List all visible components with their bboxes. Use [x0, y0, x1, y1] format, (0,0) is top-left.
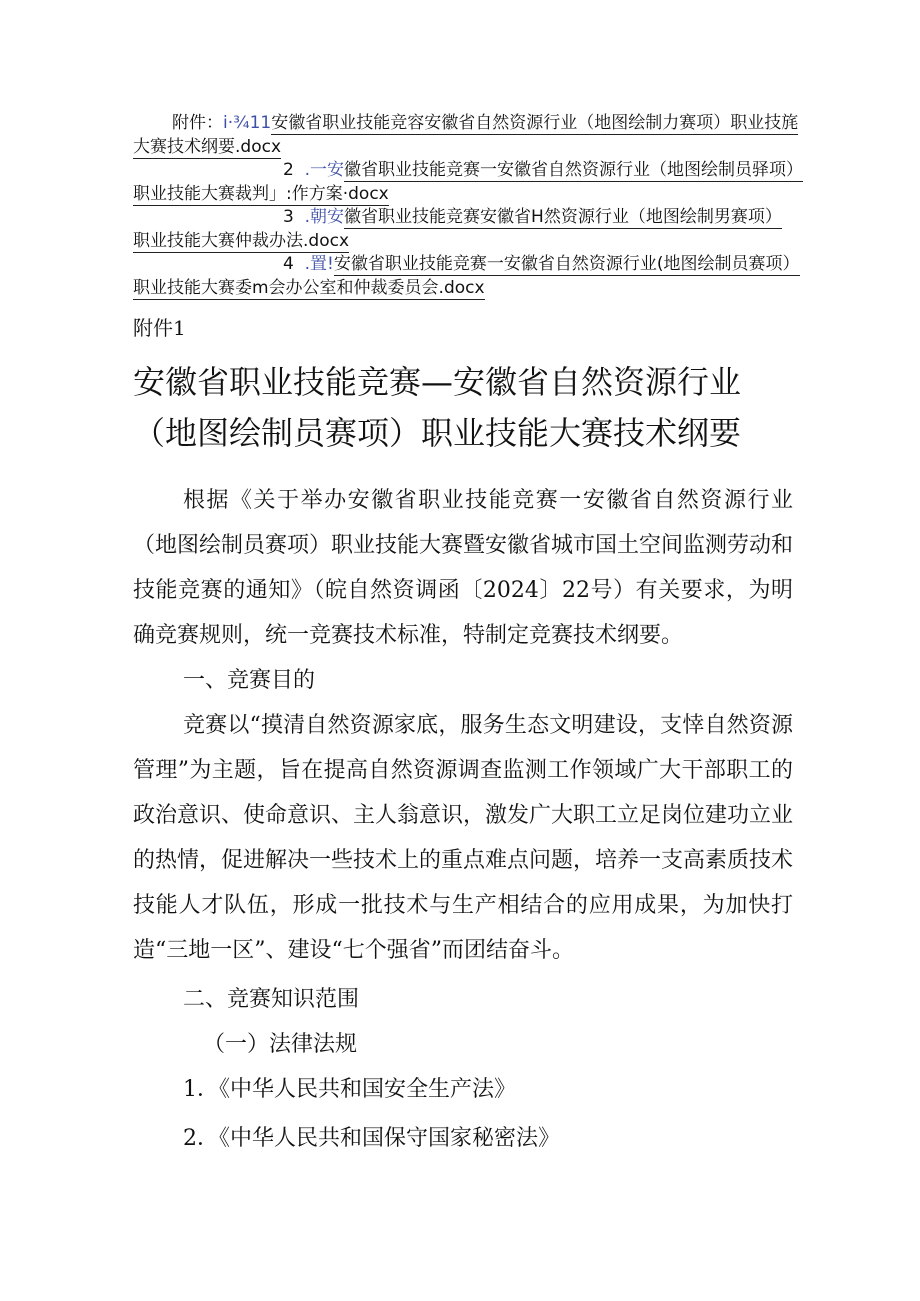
attachment-number: i·¾11 [223, 113, 272, 133]
attachment-mark: .一安 [304, 160, 345, 180]
intro-paragraph: 根据《关于举办安徽省职业技能竞赛一安徽省自然资源行业（地图绘制员赛项）职业技能大赛暨安徽省城市国土空间监测劳动和技能竞赛的通知》（皖自然资调函〔2024〕22号）有关要求，为明确竞赛规则，统一竞赛技术标准，特制定竞赛技术纲要。 [133, 488, 794, 648]
attachment-link[interactable]: 职业技能大赛仲裁办法.docx [133, 231, 350, 251]
annex-label: 附件1 [133, 316, 186, 340]
attachment-item-4[interactable] [283, 252, 800, 276]
attachment-item-3[interactable] [283, 205, 782, 229]
attachment-mark: .置! [304, 254, 334, 274]
attachment-link[interactable]: 徽省职业技能竞赛安徽省H然资源行业（地图绘制男赛项） [344, 207, 782, 227]
section-heading-purpose: 一、竞赛目的 [183, 668, 316, 693]
attachment-mark: .朝安 [304, 207, 345, 227]
attachment-number: 4 [283, 254, 294, 274]
attachment-item-2-cont[interactable] [133, 182, 389, 206]
subsection-heading-laws: （一）法律法规 [203, 1032, 358, 1057]
attachment-number: 2 [283, 160, 294, 180]
document-title-line-2: （地图绘制员赛项）职业技能大赛技术纲要 [133, 414, 742, 452]
section-heading-scope: 二、竞赛知识范围 [183, 987, 360, 1012]
attachment-item-4-cont[interactable] [133, 276, 485, 300]
attachment-link[interactable]: 徽省职业技能竞赛一安徽省自然资源行业（地图绘制员驿项） [344, 160, 804, 180]
attachment-link[interactable]: 安徽省职业技能竞容安徽省自然资源行业（地图绘制力赛项）职业技旄 [271, 113, 799, 133]
attachment-link[interactable]: 职业技能大赛委m会办公室和仲裁委员会.docx [133, 278, 485, 298]
attachment-item-1-cont[interactable] [133, 135, 281, 159]
attachment-item-1[interactable] [172, 111, 798, 135]
purpose-paragraph: 竞赛以“摸清自然资源家底，服务生态文明建设，支悻自然资源管理”为主题，旨在提高自然资源调查监测工作领域广大干部职工的政治意识、使命意识、主人翁意识，激发广大职工立足岗位建功立业的热情，促进解决一些技术上的重点难点问题，培养一支高素质技术技能人才队伍，形成一批技术与生产相结合的应用成果，为加快打造“三地一区”、建设“七个强省”而团结奋斗。 [133, 713, 794, 963]
attachment-number: 3 [283, 207, 294, 227]
attachment-link[interactable]: 职业技能大赛裁判」:作方案·docx [133, 184, 389, 204]
attachment-link[interactable]: 安徽省职业技能竞赛一安徽省自然资源行业(地图绘制员赛项） [333, 254, 800, 274]
law-item-2: 2．《中华人民共和国保守国家秘密法》 [183, 1126, 560, 1151]
law-item-1: 1．《中华人民共和国安全生产法》 [183, 1077, 516, 1102]
attachments-prefix: 附件： [172, 113, 223, 133]
document-body [133, 478, 793, 1161]
attachment-link[interactable]: 大赛技术纲要.docx [133, 137, 282, 157]
attachment-item-2[interactable] [283, 158, 803, 182]
document-title-line-1: 安徽省职业技能竞赛—安徽省自然资源行业 [133, 363, 742, 401]
attachment-item-3-cont[interactable] [133, 229, 349, 253]
